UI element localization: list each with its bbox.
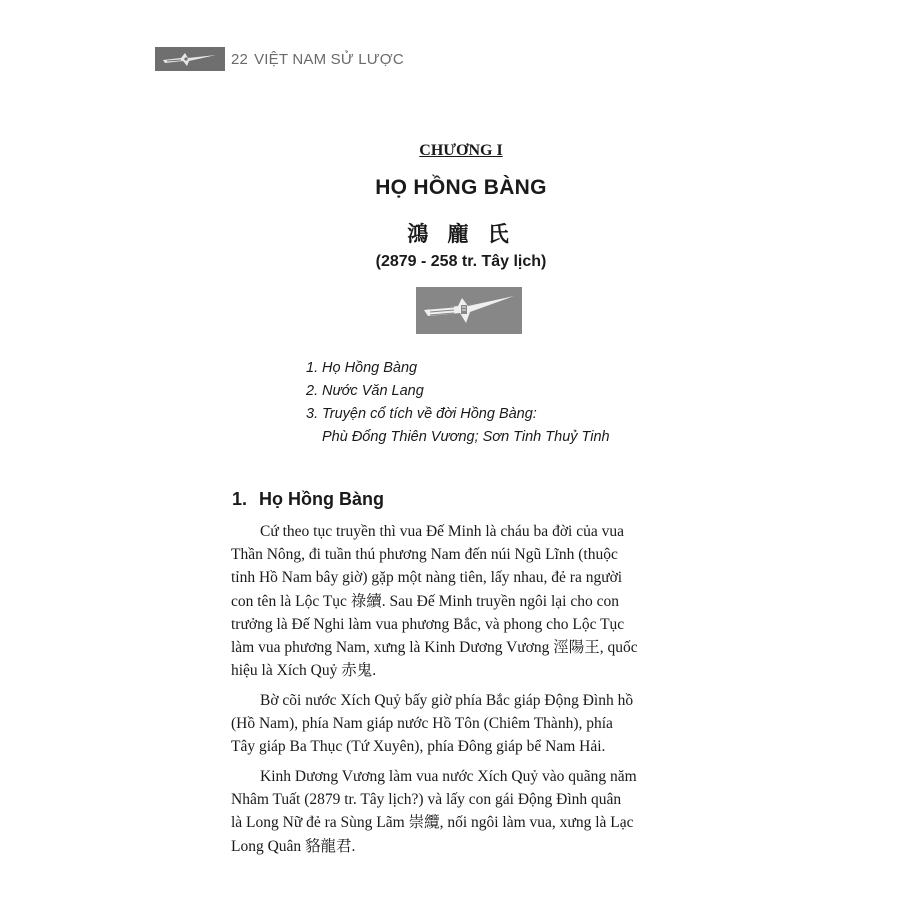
page-number: 22	[231, 50, 249, 68]
text-line: Cứ theo tục truyền thì vua Đế Minh là cháu ba đời của vua	[260, 523, 624, 540]
text-line: Thần Nông, đi tuần thú phương Nam đến núi Ngũ Lĩnh (thuộc	[231, 546, 618, 564]
text-line: hiệu là Xích Quỷ 赤鬼.	[231, 662, 377, 680]
book-title: VIỆT NAM SỬ LƯỢC	[254, 50, 404, 68]
header-text	[231, 51, 404, 68]
section-title: Họ Hồng Bàng	[259, 489, 384, 509]
text-line: trưởng là Đế Nghi làm vua phương Bắc, và phong cho Lộc Tục	[231, 615, 625, 633]
contents-item-text: Truyện cổ tích về đời Hồng Bàng:	[322, 406, 537, 422]
text-line: làm vua phương Nam, xưng là Kinh Dương Vương 涇陽王, quốc	[231, 639, 638, 657]
text-line: Nhâm Tuất (2879 tr. Tây lịch?) và lấy con gái Động Đình quân	[231, 791, 622, 809]
text-line: Long Quân 貉龍君.	[231, 837, 356, 855]
contents-item	[306, 403, 610, 426]
paragraph	[231, 689, 689, 759]
running-header	[155, 47, 404, 71]
paragraph	[231, 520, 689, 682]
contents-item	[306, 380, 610, 403]
chapter-label: CHƯƠNG I	[419, 142, 503, 159]
bird-spear-emblem-icon	[422, 292, 516, 329]
chapter-emblem	[416, 287, 522, 334]
chapter-dates: (2879 - 258 tr. Tây lịch)	[375, 253, 547, 270]
contents-item-text: Họ Hồng Bàng	[322, 360, 418, 376]
paragraph	[231, 765, 689, 858]
contents-item-continuation: Phù Đổng Thiên Vương; Sơn Tinh Thuỷ Tinh	[322, 429, 610, 445]
section-number: 1.	[232, 489, 248, 509]
text-line: Tây giáp Ba Thục (Tứ Xuyên), phía Đông giáp bể Nam Hải.	[231, 738, 606, 756]
contents-item-number: 3.	[306, 406, 319, 422]
text-line: Bờ cõi nước Xích Quỷ bấy giờ phía Bắc giáp Động Đình hồ	[260, 691, 634, 709]
bird-spear-ornament-icon	[161, 50, 219, 68]
text-line: (Hồ Nam), phía Nam giáp nước Hồ Tôn (Chiêm Thành), phía	[231, 715, 613, 733]
contents-item-text: Nước Văn Lang	[322, 383, 424, 399]
section-heading	[232, 489, 384, 510]
contents-item-number: 1.	[306, 360, 319, 376]
chapter-contents	[306, 357, 610, 449]
header-ornament-box	[155, 47, 225, 71]
text-line: Kinh Dương Vương làm vua nước Xích Quỷ vào quãng năm	[260, 768, 637, 786]
text-line: là Long Nữ đẻ ra Sùng Lãm 崇纜, nối ngôi làm vua, xưng là Lạc	[231, 814, 634, 832]
text-line: tỉnh Hồ Nam bây giờ) gặp một nàng tiên, lấy nhau, đẻ ra người	[231, 569, 623, 587]
text-line: con tên là Lộc Tục 祿續. Sau Đế Minh truyền ngôi lại cho con	[231, 592, 619, 610]
contents-item-number: 2.	[306, 383, 319, 399]
chapter-han-title: 鴻 龐 氏	[407, 222, 515, 246]
chapter-title: HỌ HỒNG BÀNG	[375, 176, 547, 199]
contents-item	[306, 357, 610, 380]
body-text	[231, 520, 689, 864]
